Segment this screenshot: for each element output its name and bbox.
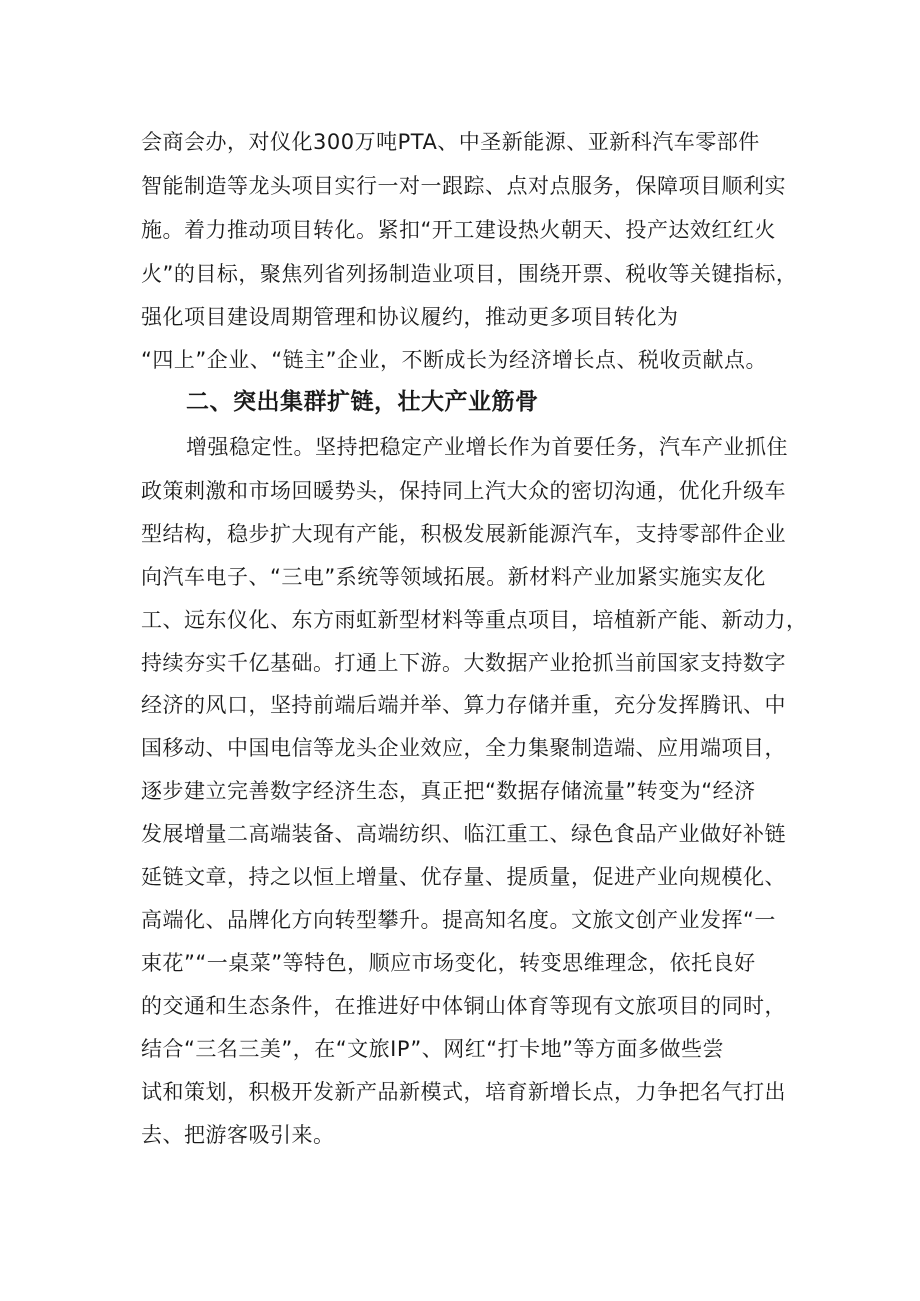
- paragraph-line: 强化项目建设周期管理和协议履约，推动更多项目转化为: [141, 305, 679, 329]
- paragraph-line: 向汽车电子、“三电”系统等领域拓展。新材料产业加紧实施实友化: [141, 565, 766, 589]
- paragraph-line: 去、把游客吸引来。: [141, 1123, 335, 1147]
- paragraph-line: 火”的目标，聚焦列省列扬制造业项目，围绕开票、税收等关键指标，: [141, 262, 798, 286]
- paragraph-line: 政策刺激和市场回暖势头，保持同上汽大众的密切沟通，优化升级车: [141, 479, 786, 503]
- paragraph-line: 智能制造等龙头项目实行一对一跟踪、点对点服务，保障项目顺利实: [141, 174, 786, 198]
- paragraph-line: 工、远东仪化、东方雨虹新型材料等重点项目，培植新产能、新动力，: [141, 608, 808, 632]
- paragraph-line: 增强稳定性。坚持把稳定产业增长作为首要任务，汽车产业抓住: [186, 435, 788, 459]
- paragraph-line: 束花”“一桌菜”等特色，顺应市场变化，转变思维理念，依托良好: [141, 951, 756, 975]
- paragraph-line: 延链文章，持之以恒上增量、优存量、提质量，促进产业向规模化、: [141, 865, 786, 889]
- paragraph-line: 经济的风口，坚持前端后端并举、算力存储并重，充分发挥腾讯、中: [141, 693, 786, 717]
- paragraph-line: 的交通和生态条件，在推进好中体铜山体育等现有文旅项目的同时，: [141, 994, 786, 1018]
- paragraph-line: 发展增量二高端装备、高端纺织、临江重工、绿色食品产业做好补链: [141, 822, 786, 846]
- section-heading: 二、突出集群扩链，壮大产业筋骨: [186, 389, 539, 415]
- paragraph-line: 试和策划，积极开发新产品新模式，培育新增长点，力争把名气打出: [141, 1080, 786, 1104]
- paragraph-line: 型结构，稳步扩大现有产能，积极发展新能源汽车，支持零部件企业: [141, 522, 786, 546]
- paragraph-line: 国移动、中国电信等龙头企业效应，全力集聚制造端、应用端项目，: [141, 736, 786, 760]
- paragraph-line: 高端化、品牌化方向转型攀升。提高知名度。文旅文创产业发挥“一: [141, 908, 776, 932]
- paragraph-line: 逐步建立完善数字经济生态，真正把“数据存储流量”转变为“经济: [141, 779, 756, 803]
- paragraph-line: 持续夯实千亿基础。打通上下游。大数据产业抢抓当前国家支持数字: [141, 651, 786, 675]
- paragraph-line: 会商会办，对仪化300万吨PTA、中圣新能源、亚新科汽车零部件: [141, 130, 760, 154]
- paragraph-line: “四上”企业、“链主”企业，不断成长为经济增长点、税收贡献点。: [141, 348, 768, 372]
- paragraph-line: 结合“三名三美”，在“文旅IP”、网红“打卡地”等方面多做些尝: [141, 1037, 725, 1061]
- paragraph-line: 施。着力推动项目转化。紧扣“开工建设热火朝天、投产达效红红火: [141, 218, 776, 242]
